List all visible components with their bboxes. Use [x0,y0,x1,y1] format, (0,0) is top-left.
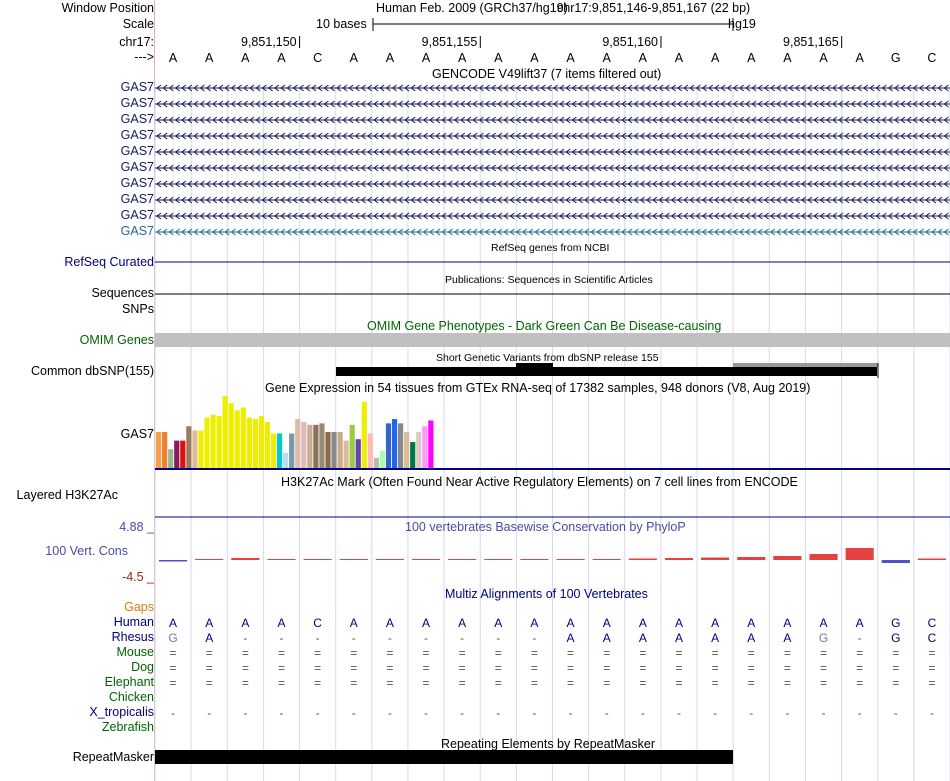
alignment-base: = [205,661,213,675]
layered-h3k27ac-label[interactable]: Layered H3K27Ac [16,488,118,502]
alignment-base: = [314,676,322,690]
alignment-base: = [820,661,828,675]
alignment-base: - [315,631,320,645]
phylop-score-bar [773,556,801,560]
snps-label[interactable]: SNPs [122,302,154,316]
gencode-title: GENCODE V49lift37 (7 items filtered out) [432,67,662,81]
gene-label[interactable]: GAS7 [120,176,154,190]
alignment-base: A [530,616,539,630]
gtex-tissue-bar [283,453,288,468]
omim-genes-label[interactable]: OMIM Genes [79,333,154,347]
gtex-tissue-bar [392,419,397,468]
scale-text: 10 bases [316,17,367,31]
alignment-base: G [168,631,178,645]
alignment-base: A [711,616,720,630]
species-label[interactable]: X_tropicalis [89,705,154,719]
alignment-base: A [205,631,214,645]
alignment-base: = [928,676,936,690]
alignment-base: = [422,646,430,660]
ruler-base: A [710,51,720,65]
common-dbsnp-label[interactable]: Common dbSNP(155) [31,364,154,378]
phylop-score-bar [412,559,440,560]
alignment-base: = [675,661,683,675]
gtex-tissue-bar [428,420,433,468]
alignment-base: A [602,631,611,645]
alignment-base: = [241,661,249,675]
alignment-base: = [856,676,864,690]
multiz-title: Multiz Alignments of 100 Vertebrates [445,587,648,601]
gtex-tissue-bar [247,418,252,468]
alignment-base: - [351,631,356,645]
alignment-base: - [207,706,212,720]
alignment-base: A [277,616,286,630]
alignment-base: A [602,616,611,630]
alignment-base: A [422,616,431,630]
alignment-base: = [928,646,936,660]
gtex-tissue-bar [277,433,282,468]
species-label[interactable]: Elephant [104,675,154,689]
gtex-tissue-bar [259,416,264,468]
ruler-base: A [819,51,828,65]
gtex-tissue-bar [186,426,191,468]
gtex-tissue-bar [198,431,203,468]
alignment-base: C [313,616,322,630]
alignment-base: = [386,676,394,690]
alignment-base: = [711,676,719,690]
gtex-track [156,396,433,468]
alignment-base: = [856,661,864,675]
gtex-tissue-bar [350,425,355,468]
alignment-base: - [279,706,284,720]
alignment-base: - [387,631,392,645]
db-text: hg19 [728,17,756,31]
phylop-score-bar [809,554,837,560]
alignment-base: C [927,631,937,645]
alignment-base: - [893,706,898,720]
gtex-tissue-bar [229,403,234,468]
alignment-base: - [821,706,826,720]
gtex-tissue-bar [344,441,349,468]
position-ruler [169,18,937,65]
alignment-base: = [314,646,322,660]
alignment-base: = [241,646,249,660]
alignment-base: - [315,706,320,720]
alignment-base: A [385,616,394,630]
gtex-tissue-bar [325,432,330,468]
alignment-base: - [243,706,248,720]
alignment-base: A [566,616,575,630]
alignment-base: C [927,616,937,630]
alignment-base: = [386,646,394,660]
alignment-base: = [639,661,647,675]
repeatmasker-title: Repeating Elements by RepeatMasker [441,737,656,751]
phylop-score-bar [304,559,332,560]
species-label[interactable]: Human [113,615,154,629]
gene-label[interactable]: GAS7 [120,208,154,222]
ruler-base: A [494,51,503,65]
alignment-base: = [567,646,575,660]
gtex-tissue-bar [331,432,336,468]
gene-label[interactable]: GAS7 [120,80,154,94]
alignment-base: = [747,646,755,660]
alignment-base: = [928,661,936,675]
alignment-base: = [350,646,358,660]
alignment-base: A [711,631,720,645]
phylop-max-label: 4.88 _ [119,520,154,534]
dbsnp-block-2 [733,363,878,367]
alignment-base: = [350,676,358,690]
alignment-base: = [494,646,502,660]
gtex-tissue-bar [253,419,258,468]
alignment-base: = [458,676,466,690]
alignment-base: = [603,676,611,690]
ruler-base: C [927,51,937,65]
alignment-base: A [241,616,250,630]
alignment-base: = [675,646,683,660]
phylop-score-bar [593,559,621,560]
alignment-base: G [891,631,901,645]
gtex-tissue-bar [356,439,361,468]
vert-cons-label[interactable]: 100 Vert. Cons [45,544,128,558]
gene-label[interactable]: GAS7 [120,96,154,110]
phylop-score-bar [882,560,910,563]
alignment-base: - [604,706,609,720]
alignment-base: = [711,646,719,660]
refseq-title: RefSeq genes from NCBI [491,242,610,254]
ruler-base: A [241,51,250,65]
alignment-base: = [892,676,900,690]
alignment-base: = [494,676,502,690]
gtex-tissue-bar [368,433,373,468]
alignment-base: = [169,676,177,690]
alignment-base: - [857,631,862,645]
alignment-base: - [749,706,754,720]
ruler-base: A [566,51,575,65]
alignment-base: = [314,661,322,675]
alignment-base: - [496,631,501,645]
alignment-base: - [460,706,465,720]
phylop-score-bar [484,559,512,560]
alignment-base: - [640,706,645,720]
alignment-base: = [386,661,394,675]
omim-bar [155,333,950,347]
ruler-base: A [168,51,178,65]
ruler-base: A [638,51,648,65]
alignment-base: = [856,646,864,660]
alignment-base: = [530,646,538,660]
gtex-tissue-bar [404,432,409,468]
alignment-base: A [566,631,575,645]
gtex-tissue-bar [156,432,161,468]
gtex-tissue-bar [235,410,240,468]
pubs-title: Publications: Sequences in Scientific Articles [445,274,653,286]
gene-label[interactable]: GAS7 [120,160,154,174]
alignment-base: = [747,661,755,675]
alignment-base: A [674,631,683,645]
gtex-tissue-bar [307,425,312,468]
alignment-base: A [638,631,647,645]
alignment-base: = [783,661,791,675]
alignment-base: = [783,676,791,690]
window-position-label: Window Position [61,1,154,15]
gene-label[interactable]: GAS7 [120,128,154,142]
alignment-base: = [350,661,358,675]
gene-label[interactable]: GAS7 [120,112,154,126]
ruler-base: A [783,51,792,65]
alignment-base: = [169,661,177,675]
alignment-base: A [783,616,792,630]
alignment-base: A [674,616,683,630]
strand-label: ---> [134,50,154,64]
gtex-tissue-bar [374,458,379,468]
dbsnp-bar [336,367,877,376]
alignment-base: = [241,676,249,690]
ruler-base: A [385,51,395,65]
alignment-base: = [639,646,647,660]
dbsnp-block [516,363,553,376]
gtex-tissue-bar [241,408,246,468]
alignment-base: - [676,706,681,720]
alignment-base: G [891,616,901,630]
chromosome-label: chr17: [119,35,154,49]
phylop-score-bar [376,559,404,560]
gtex-tissue-bar [180,441,185,468]
alignment-base: - [785,706,790,720]
alignment-base: = [494,661,502,675]
repeatmasker-bar [155,750,733,764]
ruler-base: A [421,51,431,65]
gtex-tissue-bar [168,449,173,468]
gtex-tissue-bar [265,422,270,468]
ruler-base: A [530,51,539,65]
gtex-tissue-bar [319,423,324,468]
alignment-base: A [783,631,792,645]
alignment-base: = [422,676,430,690]
phylop-score-bar [520,559,548,560]
ruler-base: A [674,51,684,65]
species-label[interactable]: Mouse [116,645,154,659]
gtex-tissue-bar [162,432,167,468]
alignment-base: G [818,631,829,645]
gtex-tissue-bar [410,442,415,468]
alignment-base: - [532,631,537,645]
gtex-tissue-bar [380,451,385,468]
alignment-base: = [675,676,683,690]
omim-title: OMIM Gene Phenotypes - Dark Green Can Be Disease-causing [367,319,722,333]
alignment-base: - [568,706,573,720]
alignment-base: = [820,646,828,660]
alignment-base: A [819,616,828,630]
phylop-score-bar [448,559,476,560]
phylop-score-bar [846,548,874,560]
alignment-base: = [277,676,285,690]
alignment-base: = [205,676,213,690]
alignment-base: = [567,676,575,690]
phylop-score-bar [737,557,765,560]
ruler-base: A [277,51,286,65]
gtex-tissue-bar [313,425,318,468]
phylop-score-bar [557,559,585,560]
gaps-label: Gaps [124,600,154,614]
gtex-tissue-bar [338,432,343,468]
alignment-base: - [243,631,248,645]
alignment-base: A [747,631,756,645]
phylop-score-bar [665,558,693,560]
phylop-score-bar [195,559,223,560]
alignment-base: A [458,616,467,630]
refseq-curated-label[interactable]: RefSeq Curated [64,255,154,269]
scale-label: Scale [122,17,154,31]
ruler-base: A [855,51,864,65]
dbsnp-title: Short Genetic Variants from dbSNP release 155 [436,352,659,364]
alignment-base: = [639,676,647,690]
alignment-base: = [892,646,900,660]
alignment-base: A [169,616,178,630]
alignment-base: - [424,631,429,645]
alignment-base: = [567,661,575,675]
assembly-text: Human Feb. 2009 (GRCh37/hg19) [376,1,568,15]
alignment-base: = [603,661,611,675]
gtex-tissue-bar [301,422,306,468]
alignment-base: A [349,616,358,630]
gtex-tissue-bar [217,416,222,468]
alignment-base: A [747,616,756,630]
alignment-base: - [496,706,501,720]
ruler-base: A [205,51,214,65]
gtex-tissue-bar [416,432,421,468]
alignment-base: A [855,616,864,630]
gtex-tissue-bar [422,426,427,468]
phylop-score-bar [267,559,295,560]
alignment-base: - [171,706,176,720]
alignment-base: = [747,676,755,690]
phylop-title: 100 vertebrates Basewise Conservation by PhyloP [405,520,686,534]
gtex-tissue-bar [295,419,300,468]
alignment-base: = [169,646,177,660]
phylop-score-bar [629,559,657,561]
ruler-base: A [602,51,611,65]
gtex-tissue-bar [386,423,391,468]
alignment-base: = [277,661,285,675]
alignment-base: - [279,631,284,645]
gene-label[interactable]: GAS7 [120,192,154,206]
alignment-base: - [351,706,356,720]
phylop-score-bar [918,559,946,561]
alignment-base: A [638,616,647,630]
ruler-tick-label: 9,851,165 [783,35,839,49]
species-label[interactable]: Zebrafish [101,720,154,734]
alignment-base: A [205,616,214,630]
position-text: chr17:9,851,146-9,851,167 (22 bp) [557,1,751,15]
alignment-base: = [422,661,430,675]
alignment-base: = [892,661,900,675]
ruler-base: A [349,51,358,65]
phylop-score-bar [159,560,187,562]
repeatmasker-label[interactable]: RepeatMasker [72,750,154,764]
alignment-base: - [857,706,862,720]
gtex-tissue-bar [204,418,209,468]
h3k27ac-title: H3K27Ac Mark (Often Found Near Active Regulatory Elements) on 7 cell lines from ENCODE [281,475,798,489]
gene-label[interactable]: GAS7 [120,144,154,158]
alignment-base: = [205,646,213,660]
alignment-base: = [530,676,538,690]
alignment-base: - [460,631,465,645]
gtex-tissue-bar [223,396,228,468]
phylop-score-bar [701,558,729,561]
alignment-base: - [387,706,392,720]
alignment-base: - [713,706,718,720]
alignment-base: = [820,676,828,690]
gtex-title: Gene Expression in 54 tissues from GTEx RNA-seq of 17382 samples, 948 donors (V8, Aug 2019) [265,381,811,395]
ruler-base: C [313,51,323,65]
ruler-tick-label: 9,851,160 [602,35,658,49]
gtex-tissue-bar [271,433,276,468]
species-label[interactable]: Chicken [108,690,154,704]
phylop-score-bar [340,559,368,560]
species-label[interactable]: Rhesus [111,630,154,644]
sequences-label[interactable]: Sequences [91,286,154,300]
alignment-base: = [277,646,285,660]
gtex-gene-label[interactable]: GAS7 [120,427,154,441]
phylop-min-label: -4.5 _ [122,570,154,584]
ruler-base: A [457,51,467,65]
gtex-tissue-bar [398,423,403,468]
ruler-tick-label: 9,851,155 [421,35,478,49]
ruler-base: G [890,51,901,65]
alignment-base: A [494,616,503,630]
alignment-base: - [532,706,537,720]
alignment-base: - [929,706,934,720]
alignment-base: - [424,706,429,720]
gtex-tissue-bar [362,402,367,468]
alignment-base: = [458,661,466,675]
species-label[interactable]: Dog [131,660,154,674]
alignment-base: = [783,646,791,660]
gtex-tissue-bar [192,431,197,468]
gtex-tissue-bar [210,415,215,468]
ruler-tick-label: 9,851,150 [241,35,297,49]
alignment-base: = [711,661,719,675]
alignment-base: = [603,646,611,660]
alignment-base: = [530,661,538,675]
ruler-base: A [747,51,756,65]
phylop-score-bar [231,558,259,560]
gene-label[interactable]: GAS7 [120,224,154,238]
gtex-tissue-bar [174,441,179,468]
alignment-base: = [458,646,466,660]
gtex-tissue-bar [289,433,294,468]
